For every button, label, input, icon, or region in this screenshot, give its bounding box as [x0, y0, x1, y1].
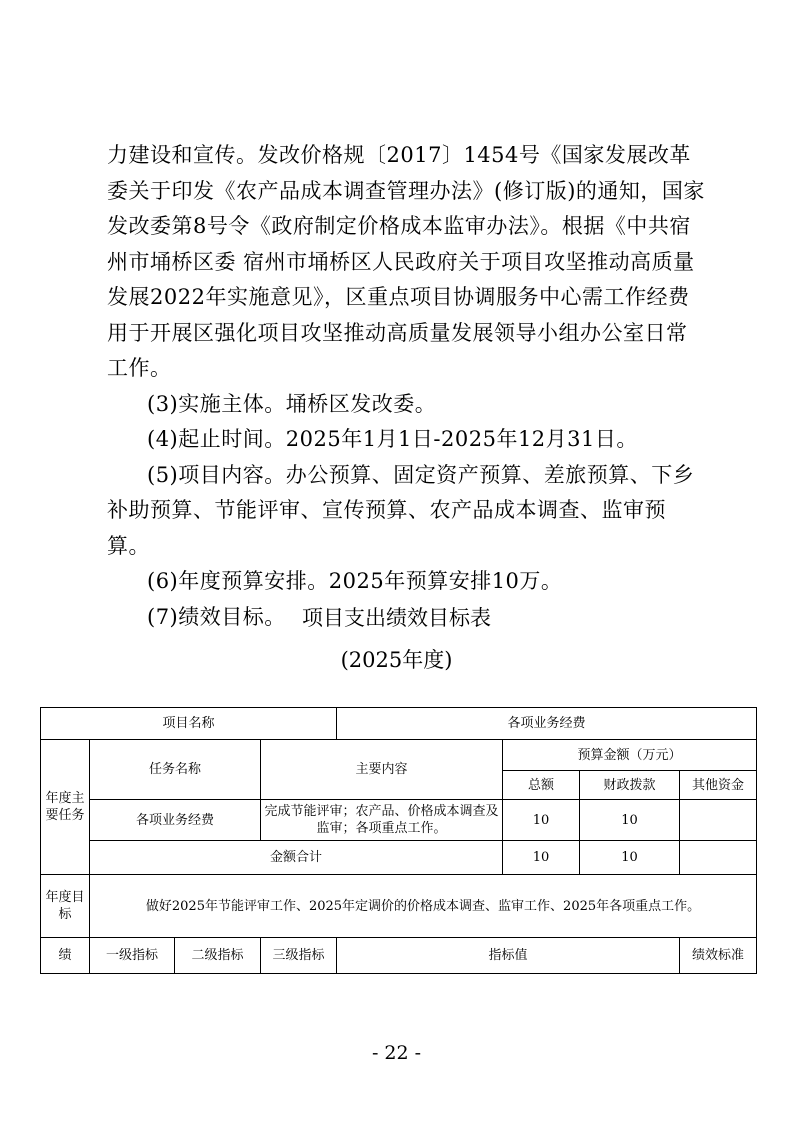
sum-total-cell: 10 — [503, 841, 580, 875]
paragraph-period: (4)起止时间。2025年1月1日-2025年12月31日。 — [147, 427, 638, 451]
table-row — [41, 708, 757, 740]
sum-label: 金额合计 — [90, 841, 503, 875]
task-other-cell — [680, 800, 757, 841]
task-total-cell: 10 — [503, 800, 580, 841]
paragraph-goals: (7)绩效目标。 — [147, 604, 286, 629]
table-row — [41, 938, 757, 974]
sum-fiscal-cell: 10 — [580, 841, 680, 875]
level2-indicator-header: 二级指标 — [175, 938, 261, 974]
fiscal-header: 财政拨款 — [580, 771, 680, 800]
task-name-header: 任务名称 — [90, 740, 261, 800]
annual-goal-text: 做好2025年节能评审工作、2025年定调价的价格成本调查、监审工作、2025年各项重点工作。 — [90, 875, 757, 938]
paragraph-basis: 力建设和宣传。发改价格规〔2017〕1454号《国家发展改革委关于印发《农产品成本调查管理办法》(修订版)的通知，国家发改委第8号令《政府制定价格成本监审办法》。根据《中共宿州市埇桥区委 宿州市埇桥区人民政府关于项目攻坚推动高质量发展2022年实施意见》，区重点项目协调服务中心需工作经费用于开展区强化项目攻坚推动高质量发展领导小组办公室日常工作。 — [107, 143, 705, 380]
sum-other-cell — [680, 841, 757, 875]
total-header: 总额 — [503, 771, 580, 800]
task-name-cell: 各项业务经费 — [90, 800, 261, 841]
perf-label: 绩 — [41, 938, 90, 974]
other-header: 其他资金 — [680, 771, 757, 800]
paragraph-content: (5)项目内容。办公预算、固定资产预算、差旅预算、下乡补助预算、节能评审、宣传预算、农产品成本调查、监审预算。 — [107, 462, 695, 558]
project-name-value: 各项业务经费 — [337, 708, 757, 740]
annual-tasks-label: 年度主要任务 — [41, 740, 90, 875]
performance-standard-header: 绩效标准 — [680, 938, 757, 974]
indicator-value-header: 指标值 — [337, 938, 680, 974]
paragraph-implementer: (3)实施主体。埇桥区发改委。 — [147, 391, 437, 416]
budget-header: 预算金额（万元） — [503, 740, 757, 771]
main-content-header: 主要内容 — [261, 740, 503, 800]
table-row — [41, 841, 757, 875]
table-row — [41, 875, 757, 938]
annual-goal-label: 年度目标 — [41, 875, 90, 938]
level1-indicator-header: 一级指标 — [90, 938, 175, 974]
task-fiscal-cell: 10 — [580, 800, 680, 841]
page-number: - 22 - — [371, 1042, 422, 1064]
table-title: 项目支出绩效目标表 — [302, 606, 491, 630]
table-subtitle: (2025年度) — [340, 648, 453, 672]
performance-table — [40, 707, 757, 974]
paragraph-budget: (6)年度预算安排。2025年预算安排10万。 — [147, 569, 563, 593]
project-name-label: 项目名称 — [41, 708, 337, 740]
table-row — [41, 800, 757, 841]
table-row — [41, 740, 757, 771]
task-content-cell: 完成节能评审；农产品、价格成本调查及监审；各项重点工作。 — [261, 800, 503, 841]
level3-indicator-header: 三级指标 — [261, 938, 337, 974]
body-text — [107, 138, 705, 635]
